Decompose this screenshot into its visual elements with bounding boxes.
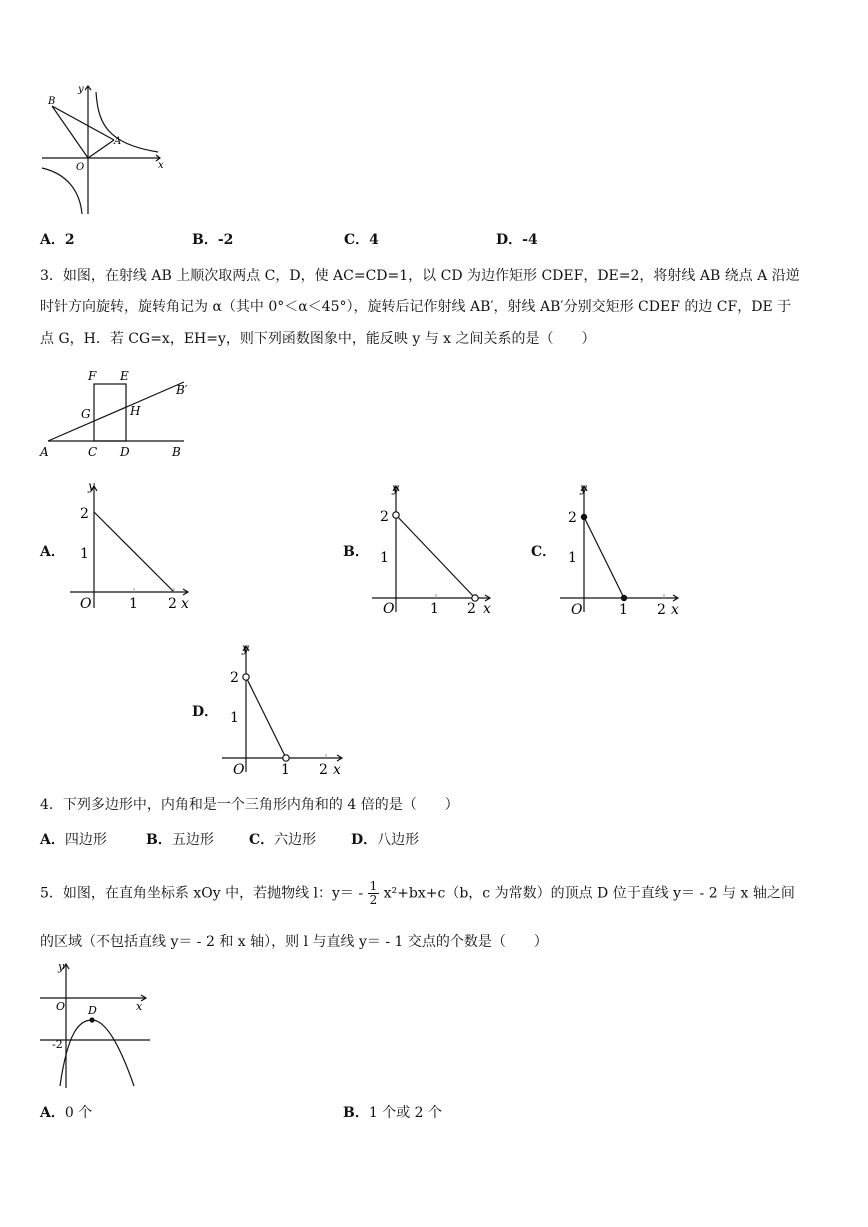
q3-graph-d-line [246,677,286,758]
q3-option-d[interactable]: D． [192,704,219,720]
q3-graph-b [370,480,500,615]
svg-text:1: 1 [430,601,439,617]
q2-option-c[interactable]: C．4 [344,232,379,248]
q2-label-o: O [76,162,85,173]
q3-graph-a [68,480,198,615]
q2-label-x: x [158,160,164,171]
svg-text:x: x [483,601,491,617]
q3-graph-b-line [396,515,475,598]
q3-ray-ab-prime [48,382,184,441]
q3-label-d: D [120,445,130,459]
svg-text:x: x [671,602,679,618]
svg-text:1: 1 [230,710,239,726]
q2-option-b[interactable]: B．-2 [192,232,234,248]
svg-text:O: O [56,1000,66,1013]
q4-option-a[interactable]: A．四边形 [40,832,107,848]
svg-text:O: O [383,601,395,617]
q3-stem-line1: 3．如图，在射线 AB 上顺次取两点 C，D，使 AC=CD=1，以 CD 为边作矩形 CDEF，DE=2，将射线 AB 绕点 A 沿逆 [40,268,800,284]
q3-graph-b-open-top [393,512,399,518]
q5-stem-part-a: 5．如图，在直角坐标系 xOy 中，若抛物线 l：y＝ - [40,885,364,902]
svg-text:D: D [88,1004,97,1017]
svg-text:1: 1 [129,596,138,612]
q5-fraction: $\frac{1}{2}$ [369,879,378,907]
svg-text:2: 2 [568,510,577,526]
q5-stem-part-b: x²+bx+c（b，c 为常数）的顶点 D 位于直线 y＝ - 2 与 x 轴之间 [383,885,795,902]
q3-stem-line2: 时针方向旋转，旋转角记为 α（其中 0°＜α＜45°），旋转后记作射线 AB′，射线 AB′分别交矩形 CDEF 的边 CF，DE 于 [40,299,792,315]
q2-option-d[interactable]: D．-4 [496,232,538,248]
svg-text:2: 2 [657,602,666,618]
svg-text:2: 2 [380,509,389,525]
svg-text:2: 2 [80,506,89,522]
q3-option-b[interactable]: B． [343,544,369,560]
svg-text:2: 2 [467,601,476,617]
q3-graph-c-dot-right [621,595,627,601]
q4-stem: 4．下列多边形中，内角和是一个三角形内角和的 4 倍的是（ ） [40,797,459,813]
q3-graph-d-open-top [243,674,249,680]
svg-text:1: 1 [568,550,577,566]
q2-segment-oa [88,140,114,158]
svg-text:y: y [242,641,249,655]
svg-text:y: y [580,481,587,495]
svg-text:O: O [80,596,92,612]
svg-text:2: 2 [230,670,239,686]
q3-graph-d [220,642,350,777]
svg-text:2: 2 [319,762,328,778]
q2-label-b: B [48,96,56,107]
q5-option-a[interactable]: A．0 个 [40,1105,93,1121]
q4-option-c[interactable]: C．六边形 [249,832,317,848]
svg-text:1: 1 [380,550,389,566]
q2-label-y: y [78,84,84,95]
q5-stem-line2: 的区域（不包括直线 y＝ - 2 和 x 轴），则 l 与直线 y＝ - 1 交点的个数是（ ） [40,934,548,950]
q3-graph-c-line [584,517,624,598]
svg-text:1: 1 [80,546,89,562]
svg-text:x: x [181,596,189,612]
q2-curve-right [96,92,158,152]
q4-option-b[interactable]: B．五边形 [146,832,214,848]
q3-option-c[interactable]: C． [531,544,557,560]
svg-text:O: O [571,602,583,618]
q2-segment-ba [52,106,114,140]
q2-option-a[interactable]: A．2 [40,232,75,248]
q2-label-a: A [114,136,122,147]
svg-text:2: 2 [168,596,177,612]
q3-rectangle-cdef [94,384,126,441]
svg-text:y: y [88,479,95,493]
q3-rectangle-figure [38,368,198,463]
q2-hyperbola-figure [38,82,168,217]
q4-option-d[interactable]: D．八边形 [351,832,420,848]
q5-vertex-d [89,1017,94,1022]
svg-text:O: O [233,762,245,778]
q3-graph-d-open-right [283,755,289,761]
q3-graph-a-line [94,512,174,592]
svg-text:x: x [136,1000,143,1013]
q3-option-a[interactable]: A． [40,544,65,560]
q3-label-a: A [40,445,49,459]
svg-text:1: 1 [281,762,290,778]
q3-label-c: C [88,445,98,459]
q3-label-g: G [81,407,91,421]
q3-label-h: H [130,404,141,418]
svg-text:y: y [392,481,399,495]
q3-label-f: F [88,369,97,383]
q3-stem-line3: 点 G，H．若 CG=x，EH=y，则下列函数图象中，能反映 y 与 x 之间关系的是（ ） [40,331,596,347]
q3-graph-c [558,480,688,618]
q3-label-b-prime: B′ [176,383,188,397]
q3-label-b: B [172,445,181,459]
q5-parabola-figure [38,960,153,1090]
svg-text:-2: -2 [52,1038,63,1051]
q5-parabola [60,1020,134,1086]
svg-text:x: x [333,762,341,778]
q3-graph-c-dot-top [581,514,587,520]
q2-segment-bo [52,106,88,158]
q2-curve-left [42,168,82,214]
svg-text:1: 1 [619,602,628,618]
q3-label-e: E [120,369,129,383]
q5-stem-line1 [40,880,795,907]
q5-option-b[interactable]: B．1 个或 2 个 [343,1105,443,1121]
svg-text:y: y [58,960,65,973]
